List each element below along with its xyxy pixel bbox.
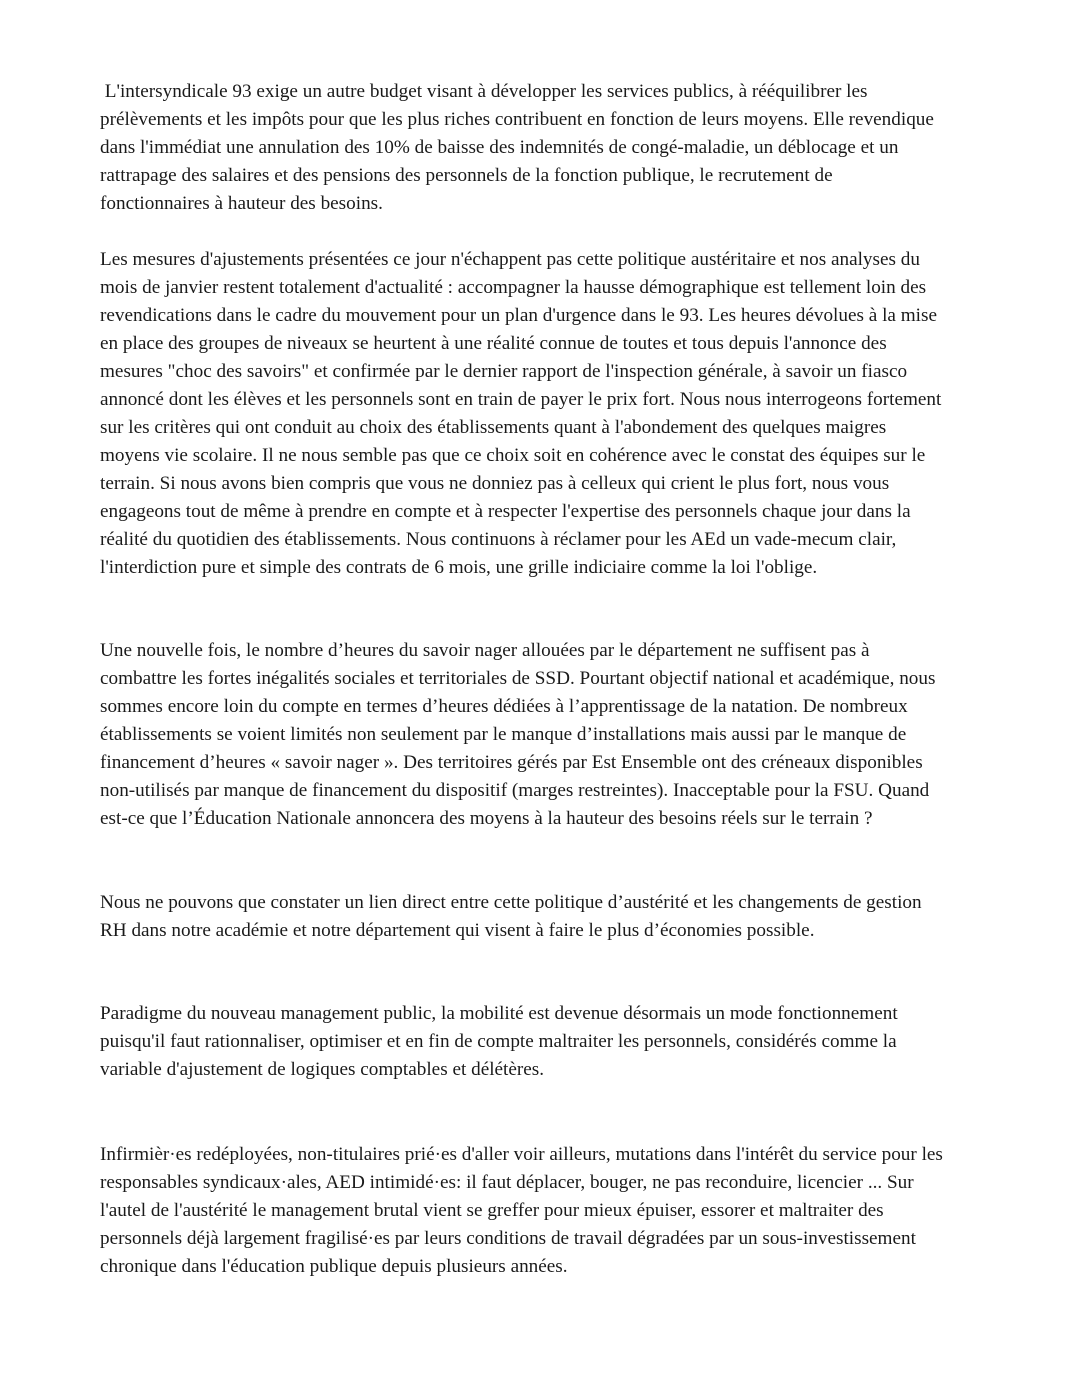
text-line: chronique dans l'éducation publique depuis plusieurs années.	[100, 1256, 568, 1277]
text-line: Paradigme du nouveau management public, la mobilité est devenue désormais un mode fonctionnement	[100, 1003, 898, 1024]
text-line: prélèvements et les impôts pour que les plus riches contribuent en fonction de leurs moyens. Elle revendique	[100, 109, 934, 130]
text-line: RH dans notre académie et notre département qui visent à faire le plus d’économies possible.	[100, 920, 815, 941]
text-line: est-ce que l’Éducation Nationale annoncera des moyens à la hauteur des besoins réels sur le terrain ?	[100, 808, 873, 829]
text-line: terrain. Si nous avons bien compris que vous ne donniez pas à celleux qui crient le plus fort, nous vous	[100, 473, 890, 494]
text-line: l'autel de l'austérité le management brutal vient se greffer pour mieux épuiser, essorer et maltraiter des	[100, 1200, 884, 1221]
paragraph-infirmieres-redeployees	[100, 1141, 1040, 1281]
text-line: annoncé dont les élèves et les personnels sont en train de payer le prix fort. Nous nous interrogeons fortement	[100, 389, 942, 410]
paragraph-austerite-rh	[100, 889, 1040, 945]
text-line: variable d'ajustement de logiques comptables et délétères.	[100, 1059, 545, 1080]
text-line: moyens vie scolaire. Il ne nous semble pas que ce choix soit en cohérence avec le constat des équipes sur le	[100, 445, 926, 466]
text-line: en place des groupes de niveaux se heurtent à une réalité connue de toutes et tous depuis l'annonce des	[100, 333, 887, 354]
text-line: mois de janvier restent totalement d'actualité : accompagner la hausse démographique est tellement loin des	[100, 277, 927, 298]
text-line: Une nouvelle fois, le nombre d’heures du savoir nager allouées par le département ne suffisent pas à	[100, 640, 870, 661]
text-line: l'interdiction pure et simple des contrats de 6 mois, une grille indiciaire comme la loi l'oblige.	[100, 557, 818, 578]
text-line: puisqu'il faut rationnaliser, optimiser et en fin de compte maltraiter les personnels, considérés comme la	[100, 1031, 897, 1052]
text-line: réalité du quotidien des établissements. Nous continuons à réclamer pour les AEd un vade-mecum clair,	[100, 529, 897, 550]
text-line: combattre les fortes inégalités sociales et territoriales de SSD. Pourtant objectif national et académique, nous	[100, 668, 936, 689]
text-line: sommes encore loin du compte en termes d’heures dédiées à l’apprentissage de la natation. De nombreux	[100, 696, 908, 717]
paragraph-nouveau-management	[100, 1000, 1040, 1084]
text-line: financement d’heures « savoir nager ». Des territoires gérés par Est Ensemble ont des créneaux disponibles	[100, 752, 923, 773]
paragraph-savoir-nager	[100, 637, 1040, 833]
text-line: L'intersyndicale 93 exige un autre budget visant à développer les services publics, à rééquilibrer les	[100, 81, 868, 102]
text-line: rattrapage des salaires et des pensions des personnels de la fonction publique, le recrutement de	[100, 165, 833, 186]
text-line: sur les critères qui ont conduit au choix des établissements quant à l'abondement des quelques maigres	[100, 417, 887, 438]
paragraph-mesures-ajustements	[100, 246, 1040, 582]
text-line: mesures "choc des savoirs" et confirmée par le dernier rapport de l'inspection générale, à savoir un fiasco	[100, 361, 908, 382]
text-line: fonctionnaires à hauteur des besoins.	[100, 193, 383, 214]
text-line: Nous ne pouvons que constater un lien direct entre cette politique d’austérité et les changements de gestion	[100, 892, 922, 913]
text-line: dans l'immédiat une annulation des 10% de baisse des indemnités de congé-maladie, un déblocage et un	[100, 137, 899, 158]
text-line: Les mesures d'ajustements présentées ce jour n'échappent pas cette politique austéritaire et nos analyses du	[100, 249, 920, 270]
paragraph-intersyndicale-budget	[100, 78, 1040, 218]
text-line: établissements se voient limités non seulement par le manque d’installations mais aussi par le manque de	[100, 724, 907, 745]
text-line: revendications dans le cadre du mouvement pour un plan d'urgence dans le 93. Les heures dévolues à la mise	[100, 305, 937, 326]
text-line: Infirmièr·es redéployées, non-titulaires prié·es d'aller voir ailleurs, mutations dans l'intérêt du service pour les	[100, 1144, 943, 1165]
text-line: non-utilisés par manque de financement du dispositif (marges restreintes). Inacceptable pour la FSU. Quand	[100, 780, 930, 801]
text-line: responsables syndicaux·ales, AED intimidé·es: il faut déplacer, bouger, ne pas reconduire, licencier ... Sur	[100, 1172, 914, 1193]
text-line: engageons tout de même à prendre en compte et à respecter l'expertise des personnels chaque jour dans la	[100, 501, 911, 522]
text-line: personnels déjà largement fragilisé·es par leurs conditions de travail dégradées par un sous-investissement	[100, 1228, 916, 1249]
